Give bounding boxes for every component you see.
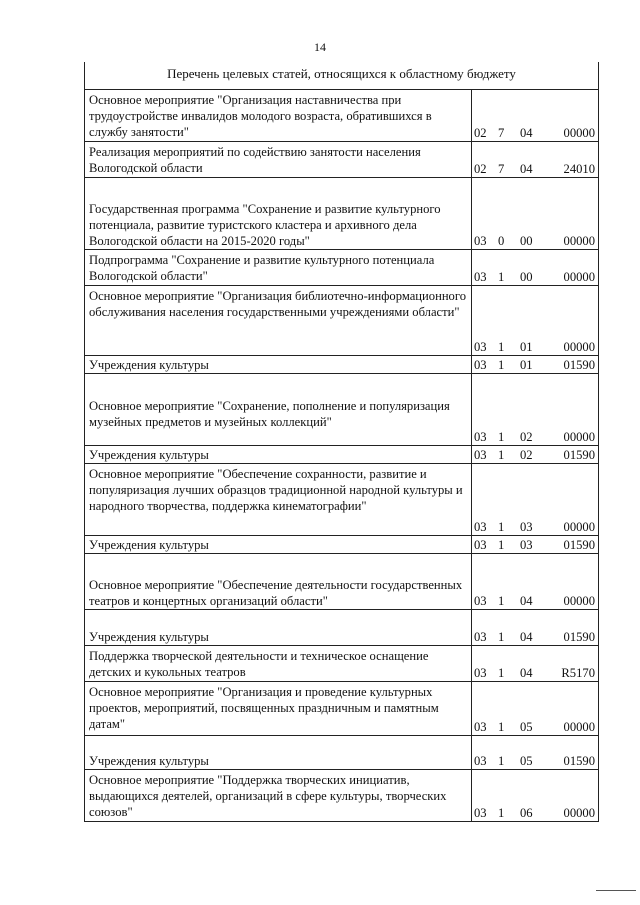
code-program: 03 [474, 234, 487, 248]
page-number: 14 [314, 40, 326, 54]
table-row [85, 609, 598, 646]
code-program: 03 [474, 666, 487, 680]
table-row [85, 535, 598, 554]
code-activity: 06 [520, 806, 533, 820]
table-heading: Перечень целевых статей, относящихся к областному бюджету [167, 66, 516, 81]
budget-table [84, 62, 599, 822]
code-direction: 00000 [563, 126, 595, 140]
code-direction: 00000 [563, 520, 595, 534]
row-code [471, 554, 599, 610]
code-program: 03 [474, 754, 487, 768]
code-direction: 00000 [563, 430, 595, 444]
code-program: 03 [474, 270, 487, 284]
row-code [471, 356, 599, 374]
row-description: Основное мероприятие "Организация библиотечно-информационного обслуживания населения государственными учреждениями области" [89, 289, 467, 319]
row-description: Основное мероприятие "Поддержка творческих инициатив, выдающихся деятелей, организаций в сфере культуры, творческих союзов" [89, 773, 447, 819]
row-code [471, 250, 599, 286]
code-activity: 03 [520, 520, 533, 534]
row-description: Подпрограмма "Сохранение и развитие культурного потенциала Вологодской области" [89, 253, 435, 283]
code-activity: 01 [520, 358, 533, 372]
code-activity: 04 [520, 126, 533, 140]
row-description: Основное мероприятие "Организация наставничества при трудоустройстве инвалидов молодого возраста, обратившихся в службу занятости" [89, 93, 432, 139]
table-row [85, 89, 598, 142]
row-description: Учреждения культуры [89, 538, 209, 552]
row-description: Учреждения культуры [89, 630, 209, 644]
row-code [471, 374, 599, 446]
code-activity: 04 [520, 666, 533, 680]
row-description: Государственная программа "Сохранение и развитие культурного потенциала, развитие туристского кластера и архивного дела Вологодской области на 2015-2020 годы" [89, 202, 441, 248]
code-activity: 05 [520, 720, 533, 734]
row-code [471, 682, 599, 736]
code-direction: 00000 [563, 270, 595, 284]
code-activity: 03 [520, 538, 533, 552]
code-direction: 01590 [563, 448, 595, 462]
row-description: Учреждения культуры [89, 754, 209, 768]
code-subprogram: 1 [498, 594, 505, 608]
table-row [85, 553, 598, 610]
code-activity: 00 [520, 270, 533, 284]
code-activity: 01 [520, 340, 533, 354]
code-direction: 00000 [563, 340, 595, 354]
table-row [85, 285, 598, 356]
table-row [85, 373, 598, 446]
code-activity: 02 [520, 430, 533, 444]
code-subprogram: 1 [498, 520, 505, 534]
table-row [85, 445, 598, 464]
code-program: 03 [474, 520, 487, 534]
code-subprogram: 1 [498, 538, 505, 552]
table-bottom-border [85, 821, 598, 822]
row-code [471, 464, 599, 536]
code-program: 03 [474, 806, 487, 820]
table-row [85, 249, 598, 286]
code-activity: 02 [520, 448, 533, 462]
row-description: Учреждения культуры [89, 448, 209, 462]
code-subprogram: 0 [498, 234, 505, 248]
code-program: 03 [474, 448, 487, 462]
code-activity: 00 [520, 234, 533, 248]
row-description: Реализация мероприятий по содействию занятости населения Вологодской области [89, 145, 421, 175]
code-subprogram: 1 [498, 754, 505, 768]
row-description: Поддержка творческой деятельности и техническое оснащение детских и кукольных театров [89, 649, 429, 679]
code-subprogram: 1 [498, 806, 505, 820]
code-program: 02 [474, 162, 487, 176]
page-corner-mark [596, 890, 636, 891]
table-row [85, 177, 598, 250]
code-subprogram: 1 [498, 630, 505, 644]
row-code [471, 178, 599, 250]
code-program: 03 [474, 340, 487, 354]
code-subprogram: 1 [498, 430, 505, 444]
code-program: 03 [474, 630, 487, 644]
code-program: 03 [474, 720, 487, 734]
code-subprogram: 7 [498, 162, 505, 176]
table-row [85, 769, 598, 822]
code-direction: 24010 [563, 162, 595, 176]
row-code [471, 770, 599, 822]
code-program: 02 [474, 126, 487, 140]
row-description: Основное мероприятие "Организация и проведение культурных проектов, мероприятий, посвященных праздничным и памятным датам" [89, 685, 439, 731]
row-code [471, 736, 599, 770]
row-code [471, 142, 599, 178]
row-code [471, 286, 599, 356]
code-direction: 01590 [563, 630, 595, 644]
code-activity: 04 [520, 630, 533, 644]
row-code [471, 446, 599, 464]
code-direction: 01590 [563, 358, 595, 372]
code-subprogram: 1 [498, 270, 505, 284]
code-direction: 00000 [563, 234, 595, 248]
code-program: 03 [474, 358, 487, 372]
code-program: 03 [474, 430, 487, 444]
table-row [85, 141, 598, 178]
row-code [471, 90, 599, 142]
code-subprogram: 7 [498, 126, 505, 140]
code-subprogram: 1 [498, 340, 505, 354]
code-direction: 00000 [563, 720, 595, 734]
row-code [471, 610, 599, 646]
code-direction: 00000 [563, 806, 595, 820]
table-row [85, 735, 598, 770]
code-activity: 04 [520, 594, 533, 608]
code-direction: 01590 [563, 754, 595, 768]
table-row [85, 355, 598, 374]
code-program: 03 [474, 538, 487, 552]
code-subprogram: 1 [498, 358, 505, 372]
code-direction: 01590 [563, 538, 595, 552]
code-direction: R5170 [561, 666, 595, 680]
code-program: 03 [474, 594, 487, 608]
row-code [471, 536, 599, 554]
table-row [85, 645, 598, 682]
code-subprogram: 1 [498, 448, 505, 462]
table-row [85, 681, 598, 736]
row-description: Учреждения культуры [89, 358, 209, 372]
code-subprogram: 1 [498, 666, 505, 680]
table-row [85, 463, 598, 536]
code-direction: 00000 [563, 594, 595, 608]
code-activity: 04 [520, 162, 533, 176]
row-description: Основное мероприятие "Обеспечение деятельности государственных театров и концертных организаций области" [89, 578, 463, 608]
row-description: Основное мероприятие "Обеспечение сохранности, развитие и популяризация лучших образцов традиционной народной культуры и народного творчества, поддержка кинематографии" [89, 467, 463, 513]
row-code [471, 646, 599, 682]
code-subprogram: 1 [498, 720, 505, 734]
row-description: Основное мероприятие "Сохранение, пополнение и популяризация музейных предметов и музейных коллекций" [89, 399, 450, 429]
code-activity: 05 [520, 754, 533, 768]
